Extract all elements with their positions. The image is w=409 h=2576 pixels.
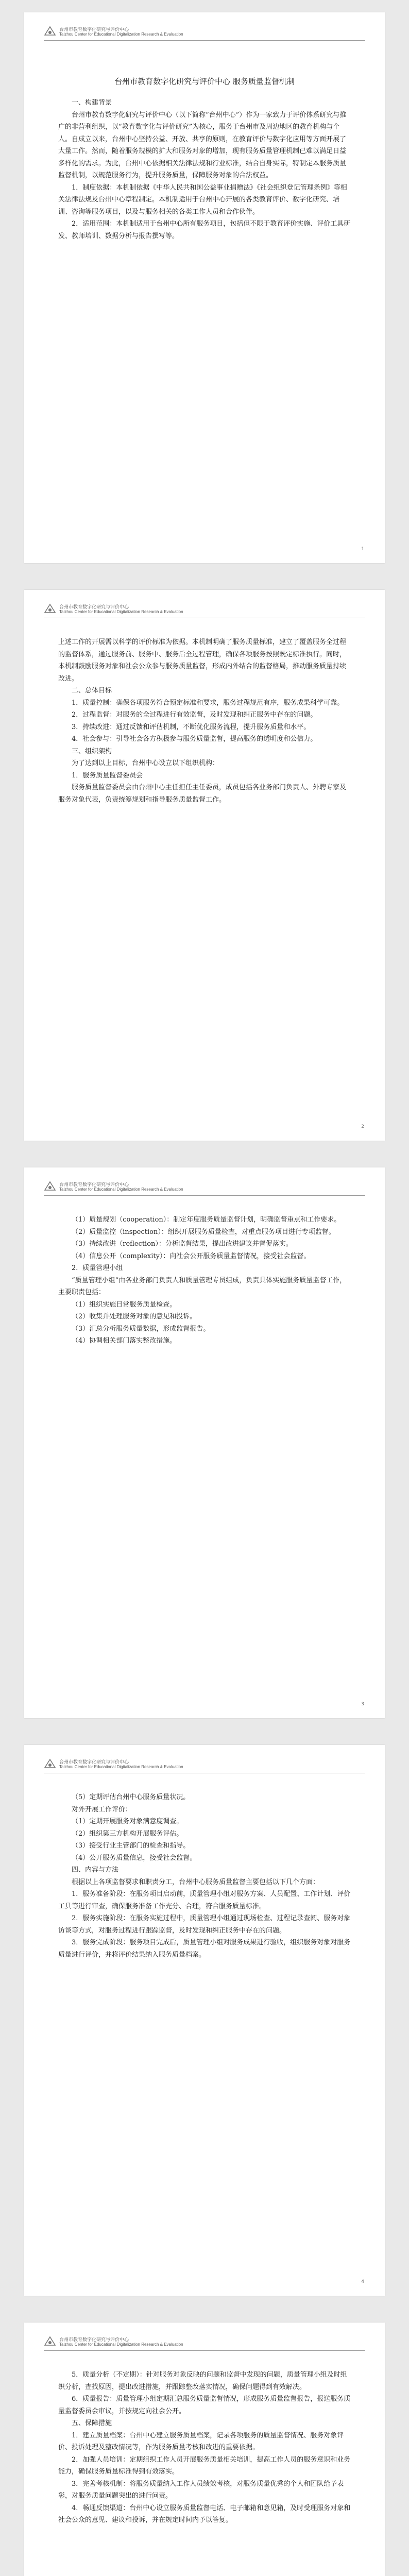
paragraph: 2．加强人员培训：定期组织工作人员开展服务质量相关培训，提高工作人员的服务意识和业务能力，确保服务质量标准得到有效落实。 bbox=[58, 2455, 351, 2476]
paragraph: 1．质量控制：确保各项服务符合预定标准和要求，服务过程规范有序，服务成果科学可靠。 bbox=[72, 699, 344, 707]
page-header bbox=[44, 600, 365, 618]
paragraph: （1）定期开展服务对象满意度调查。 bbox=[72, 1818, 183, 1825]
paragraph: （4）公开服务质量信息，接受社会监督。 bbox=[72, 1854, 197, 1862]
header-org-en: Taizhou Center for Educational Digitalization Research & Evaluation bbox=[59, 609, 183, 614]
paragraph: （3）接受行业主管部门的检查和指导。 bbox=[72, 1842, 190, 1850]
org-logo-icon bbox=[44, 26, 56, 36]
document-title: 台州市教育数字化研究与评价中心 服务质量监督机制 bbox=[114, 77, 295, 86]
paragraph: 台州市教育数字化研究与评价中心（以下简称“台州中心”）作为一家致力于评价体系研究与推广的非营利组织，以“教育数字化与评价研究”为核心，服务于台州市及周边地区的教育机构与个人。自成立以来，台州中心坚持公益、开放、共享的原则，在教育评价与数字化应用等方面开展了大量工作。然而，随着服务规模的扩大和服务对象的增加，现有服务质量管理机制已难以满足日益多样化的需求。为此，台州中心依据相关法律法规和行业标准，结合自身实际，特制定本服务质量监督机制，以规范服务行为，提升服务质量，保障服务对象的合法权益。 bbox=[58, 111, 347, 179]
paragraph: 对外开展工作评价： bbox=[72, 1805, 132, 1814]
paragraph: 4．社会参与：引导社会各方积极参与服务质量监督，提高服务的透明度和公信力。 bbox=[72, 735, 317, 743]
paragraph: （4）协调相关部门落实整改措施。 bbox=[72, 1337, 177, 1345]
paragraph: 2．适用范围：本机制适用于台州中心所有服务项目，包括但不限于教育评价实施、评价工具研发、教师培训、数据分析与报告撰写等。 bbox=[58, 220, 351, 240]
header-org-en: Taizhou Center for Educational Digitalization Research & Evaluation bbox=[59, 1187, 183, 1192]
page-number: 2 bbox=[361, 1124, 364, 1129]
paragraph: 上述工作的开展需以科学的评价标准为依据。本机制明确了服务质量标准，建立了覆盖服务全过程的监督体系，通过服务前、服务中、服务后全过程管理，确保各项服务按照既定标准执行。同时，本机制鼓励服务对象和社会公众参与服务质量监督，形成内外结合的监督格局，推动服务质量持续改进。 bbox=[58, 638, 347, 683]
header-org-en: Taizhou Center for Educational Digitalization Research & Evaluation bbox=[59, 2342, 183, 2347]
header-org-cn: 台州市教育数字化研究与评价中心 bbox=[59, 2337, 129, 2343]
document-page-3 bbox=[24, 1167, 385, 1718]
paragraph: 6．质量报告：质量管理小组定期汇总服务质量监督情况，形成服务质量监督报告，报送服务质量监督委员会审议，并按规定向社会公开。 bbox=[58, 2395, 351, 2415]
header-org-cn: 台州市教育数字化研究与评价中心 bbox=[59, 27, 129, 32]
paragraph: （1）组织实施日常服务质量检查。 bbox=[72, 1300, 177, 1309]
paragraph: “质量管理小组”由各业务部门负责人和质量管理专员组成，负责具体实施服务质量监督工作，主要职责包括： bbox=[58, 1276, 347, 1296]
paragraph: （2）质量监控（inspection）：组织开展服务质量检查，对重点服务项目进行专项监督。 bbox=[72, 1228, 335, 1236]
paragraph: 1．服务准备阶段：在服务项目启动前，质量管理小组对服务方案、人员配置、工作计划、评价工具等进行审查，确保服务准备工作充分、合理，符合服务质量标准。 bbox=[58, 1890, 351, 1910]
section-heading: 一、构建背景 bbox=[72, 99, 112, 107]
paragraph: 根据以上各项监督要求和职责分工，台州中心服务质量监督主要包括以下几个方面： bbox=[72, 1878, 320, 1886]
header-org-en: Taizhou Center for Educational Digitalization Research & Evaluation bbox=[59, 1765, 183, 1769]
header-org-cn: 台州市教育数字化研究与评价中心 bbox=[59, 1182, 129, 1188]
paragraph: （1）质量规划（cooperation）：制定年度服务质量监督计划，明确监督重点和工作要求。 bbox=[72, 1216, 341, 1224]
page-header bbox=[44, 2333, 365, 2351]
section-heading: 二、总体目标 bbox=[72, 687, 112, 694]
paragraph: 4．畅通反馈渠道：台州中心设立服务质量监督电话、电子邮箱和意见箱，及时受理服务对象和社会公众的意见、建议和投诉，并在规定时间内予以答复。 bbox=[58, 2504, 351, 2524]
org-logo-icon bbox=[44, 2336, 56, 2346]
paragraph: （2）收集并处理服务对象的意见和投诉。 bbox=[72, 1313, 197, 1320]
paragraph: 3．服务完成阶段：服务项目完成后，质量管理小组对服务成果进行验收，组织服务对象对服务质量进行评价，并将评价结果纳入服务质量档案。 bbox=[58, 1939, 351, 1959]
header-org-cn: 台州市教育数字化研究与评价中心 bbox=[59, 1760, 129, 1765]
section-heading: 五、保障措施 bbox=[72, 2419, 112, 2427]
paragraph: 3．完善考核机制：将服务质量纳入工作人员绩效考核，对服务质量优秀的个人和团队给予表彰，对服务质量问题突出的进行问责。 bbox=[58, 2480, 344, 2500]
org-logo-icon bbox=[44, 1758, 56, 1769]
paragraph: 2．服务实施阶段：在服务实施过程中，质量管理小组通过现场检查、过程记录查阅、服务对象访谈等方式，对服务过程进行跟踪监督，及时发现和纠正服务中存在的问题。 bbox=[58, 1914, 351, 1935]
page-number: 3 bbox=[361, 1702, 364, 1707]
paragraph: 2．过程监督：对服务的全过程进行有效监督，及时发现和纠正服务中存在的问题。 bbox=[72, 711, 317, 719]
paragraph: （5）定期评估台州中心服务质量状况。 bbox=[72, 1793, 190, 1801]
paragraph: 为了达到以上目标，台州中心设立以下组织机构： bbox=[72, 759, 219, 767]
paragraph: 服务质量监督委员会由台州中心主任担任主任委员，成员包括各业务部门负责人、外聘专家及服务对象代表，负责统筹规划和指导服务质量监督工作。 bbox=[58, 784, 347, 804]
paragraph: （3）汇总分析服务质量数据，形成监督报告。 bbox=[72, 1325, 210, 1333]
page-number: 4 bbox=[361, 2279, 364, 2284]
org-logo-icon bbox=[44, 603, 56, 614]
document-page-1 bbox=[24, 12, 385, 563]
subsection-heading: 1．服务质量监督委员会 bbox=[72, 771, 143, 779]
paragraph: 1．制度依据：本机制依据《中华人民共和国公益事业捐赠法》《社会组织登记管理条例》等相关法律法规及台州中心章程制定。本机制适用于台州中心开展的各类教育评价、数字化研究、培训、咨询等服务项目，以及与服务相关的各类工作人员和合作伙伴。 bbox=[58, 183, 347, 216]
page-header bbox=[44, 1755, 365, 1773]
page-header bbox=[44, 23, 365, 41]
header-org-cn: 台州市教育数字化研究与评价中心 bbox=[59, 605, 129, 610]
page-header bbox=[44, 1178, 365, 1196]
section-heading: 三、组织架构 bbox=[72, 747, 112, 755]
document-page-4 bbox=[24, 1745, 385, 2296]
section-heading: 四、内容与方法 bbox=[72, 1866, 119, 1874]
paragraph: 5．质量分析（不定期）：针对服务对象反映的问题和监督中发现的问题，质量管理小组及时组织分析，查找原因，提出改进措施，并跟踪整改落实情况，确保问题得到有效解决。 bbox=[58, 2371, 347, 2391]
page-number: 1 bbox=[361, 547, 364, 552]
paragraph: 3．持续改进：通过反馈和评估机制，不断优化服务流程，提升服务质量和水平。 bbox=[72, 723, 311, 731]
subsection-heading: 2．质量管理小组 bbox=[72, 1264, 123, 1272]
paragraph: （4）信息公开（complexity）：向社会公开服务质量监督情况，接受社会监督。 bbox=[72, 1252, 311, 1260]
document-page-5 bbox=[24, 2323, 385, 2576]
paragraph: 1．建立质量档案：台州中心建立服务质量档案，记录各项服务的质量监督情况、服务对象评价、投诉处理及整改情况等，作为服务质量考核和改进的重要依据。 bbox=[58, 2431, 344, 2451]
paragraph: （3）持续改进（reflection）：分析监督结果，提出改进建议并督促落实。 bbox=[72, 1240, 293, 1248]
document-page-2 bbox=[24, 590, 385, 1141]
org-logo-icon bbox=[44, 1181, 56, 1191]
paragraph: （2）组织第三方机构开展服务评估。 bbox=[72, 1829, 183, 1838]
header-org-en: Taizhou Center for Educational Digitalization Research & Evaluation bbox=[59, 32, 183, 37]
